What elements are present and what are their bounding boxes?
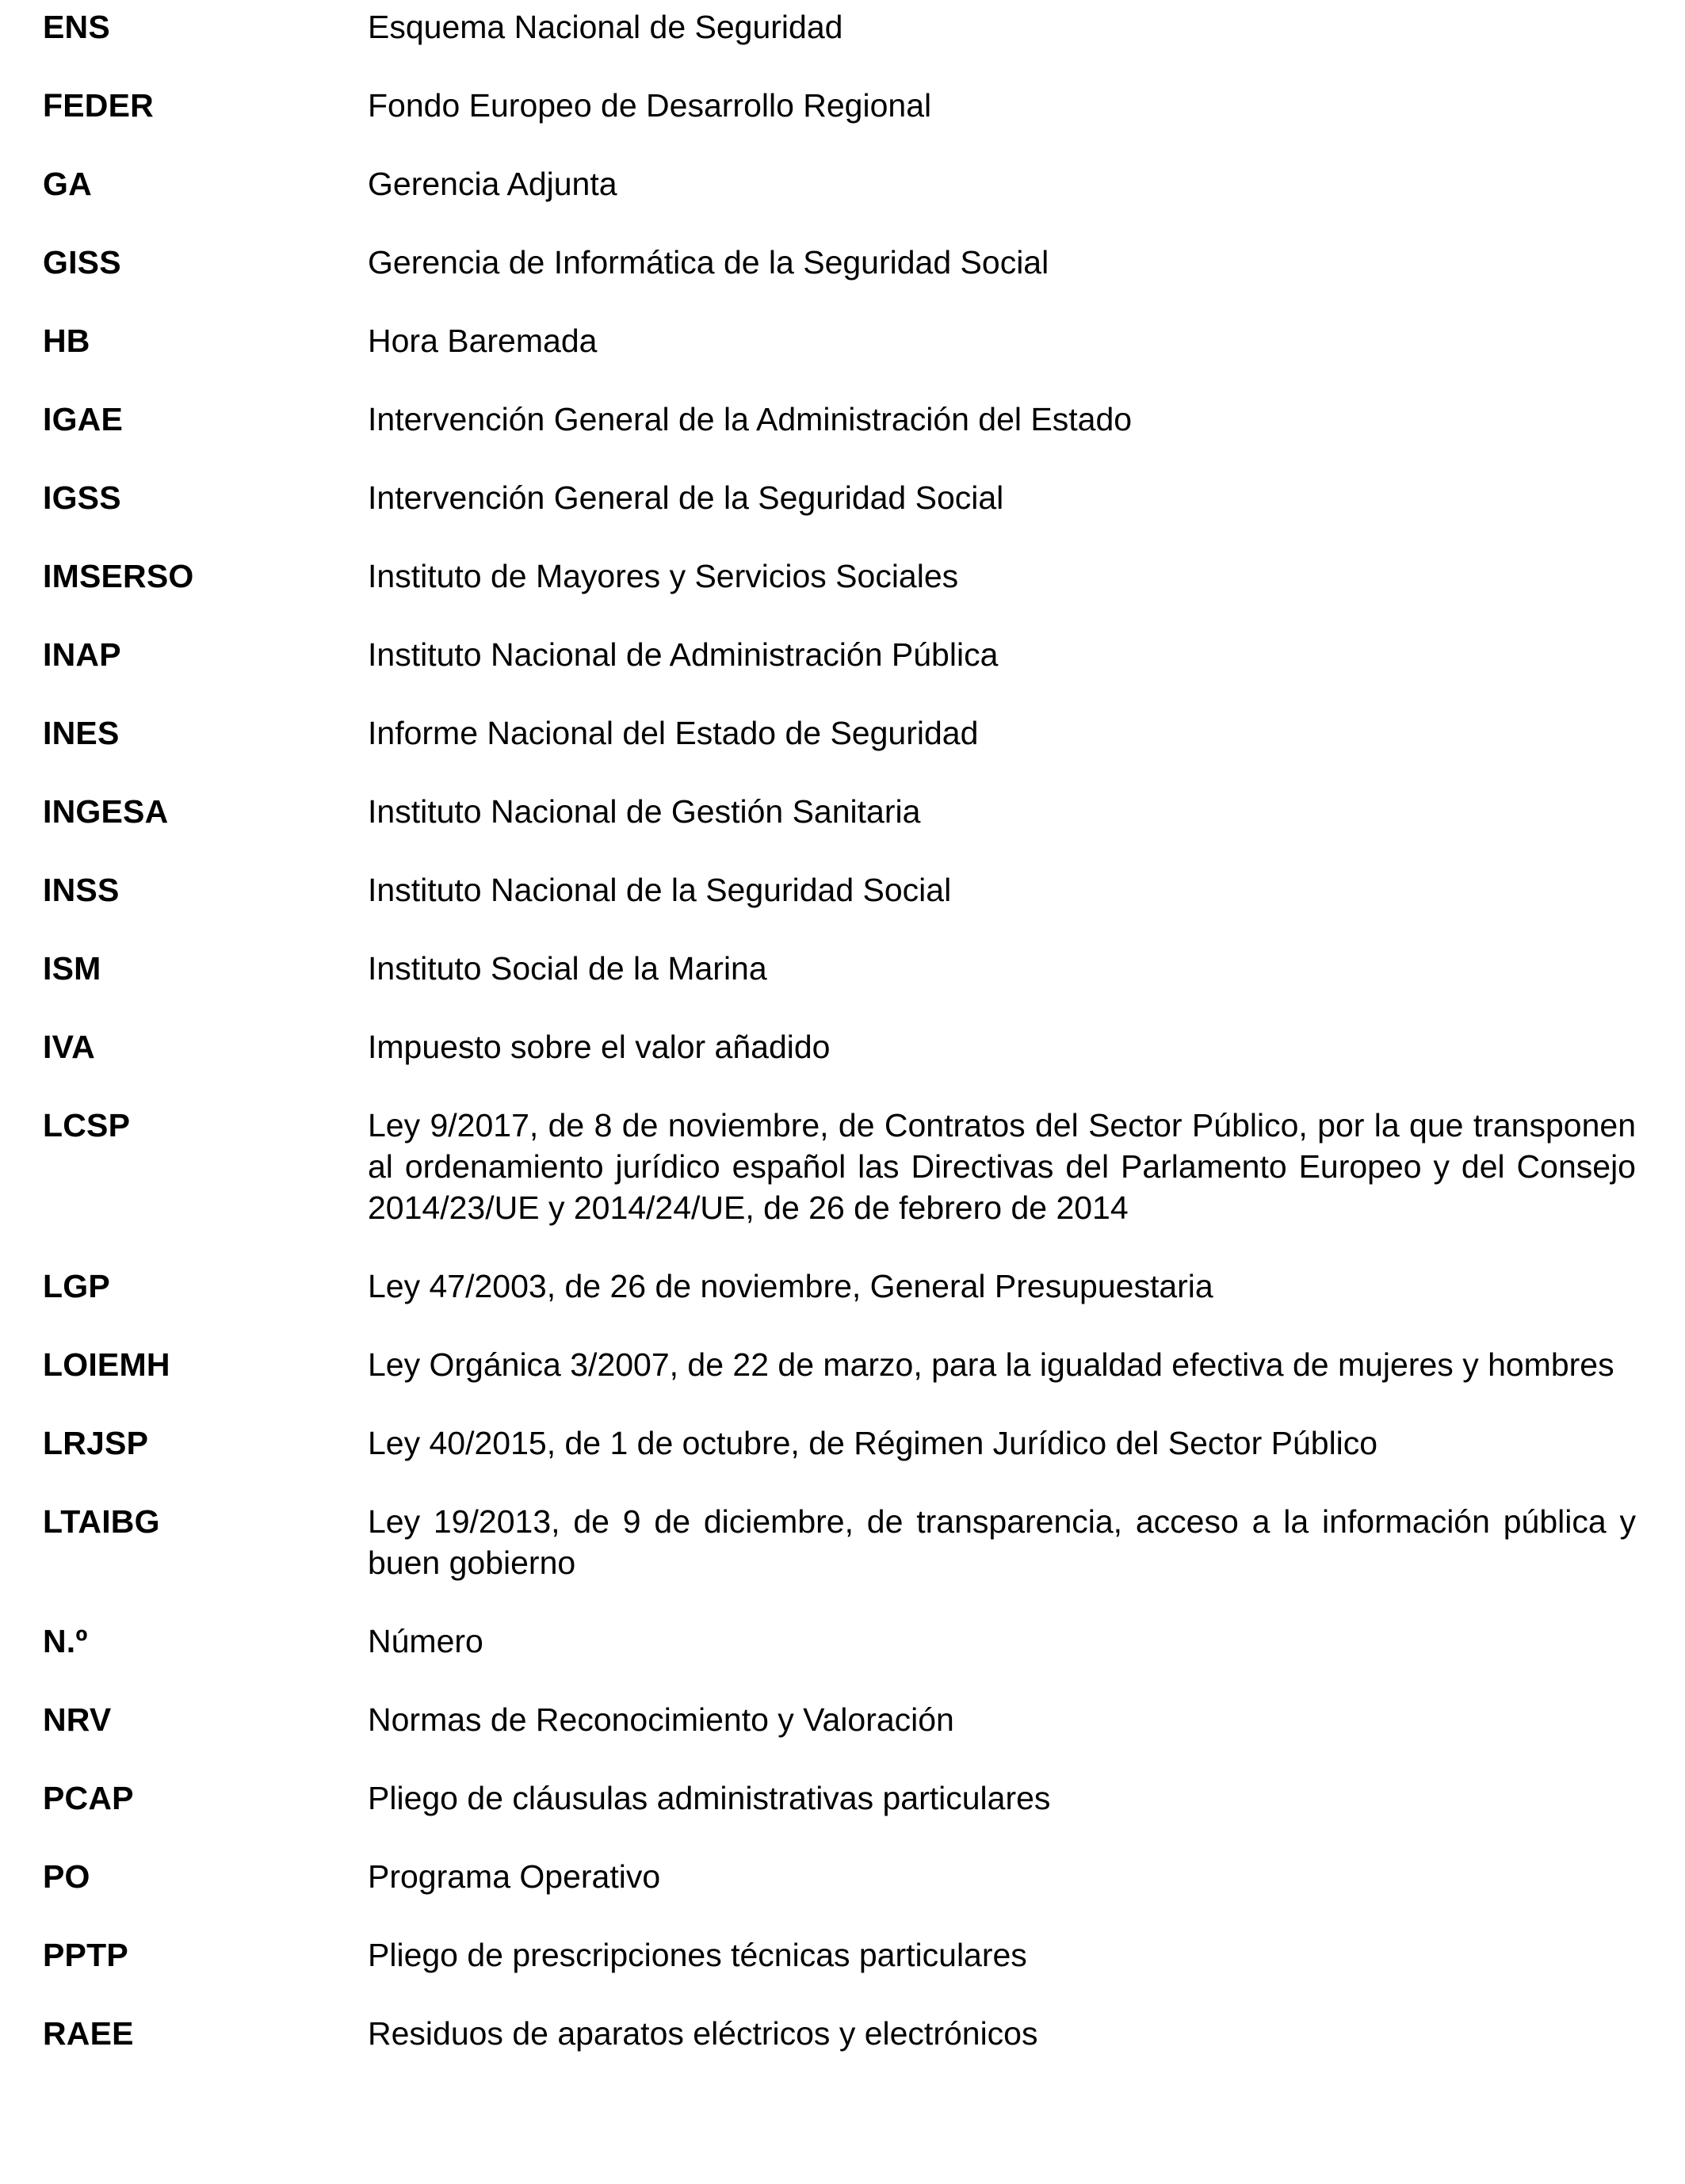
glossary-entry: [43, 85, 1636, 126]
abbreviation-meaning: Intervención General de la Administración del Estado: [368, 401, 1133, 437]
abbreviation: GISS: [43, 244, 121, 281]
glossary-entry: [43, 1621, 1636, 1662]
abbreviation-meaning: Instituto Nacional de la Seguridad Social: [368, 872, 952, 908]
abbreviation-meaning: Instituto Nacional de Administración Pública: [368, 636, 999, 673]
abbreviation: LGP: [43, 1268, 110, 1304]
glossary-entry: [43, 1344, 1636, 1385]
glossary-entry: [43, 1777, 1636, 1819]
abbreviation-meaning: Hora Baremada: [368, 323, 598, 359]
abbreviation-meaning: Instituto de Mayores y Servicios Sociales: [368, 558, 959, 594]
abbreviation-meaning: Gerencia Adjunta: [368, 166, 617, 202]
abbreviation-meaning: Ley 19/2013, de 9 de diciembre, de transparencia, acceso a la información pública y buen gobierno: [368, 1503, 1636, 1581]
abbreviation-meaning: Normas de Reconocimiento y Valoración: [368, 1701, 954, 1738]
abbreviation: HB: [43, 323, 90, 359]
abbreviation: LRJSP: [43, 1425, 149, 1461]
abbreviation: PPTP: [43, 1937, 128, 1973]
abbreviation-meaning: Esquema Nacional de Seguridad: [368, 9, 843, 45]
abbreviation-meaning: Gerencia de Informática de la Seguridad Social: [368, 244, 1049, 281]
abbreviation-meaning: Pliego de cláusulas administrativas particulares: [368, 1780, 1051, 1816]
abbreviation-meaning: Número: [368, 1623, 483, 1659]
abbreviation-meaning: Impuesto sobre el valor añadido: [368, 1029, 831, 1065]
glossary-entry: [43, 399, 1636, 440]
abbreviation: INES: [43, 715, 120, 751]
abbreviation-meaning: Ley 9/2017, de 8 de noviembre, de Contratos del Sector Público, por la que transponen al ordenamiento jurídico español las Directivas del Parlamento Europeo y del Consejo 2014/23/UE y 2014/24/UE, de 26 de febrero de 2014: [368, 1107, 1636, 1226]
glossary-entry: [43, 1422, 1636, 1464]
glossary-entry: [43, 477, 1636, 518]
glossary-entry: [43, 320, 1636, 361]
abbreviation-meaning: Pliego de prescripciones técnicas particulares: [368, 1937, 1027, 1973]
abbreviation-meaning: Instituto Nacional de Gestión Sanitaria: [368, 793, 921, 830]
abbreviation: IGSS: [43, 479, 121, 516]
glossary-entry: [43, 556, 1636, 597]
abbreviation: ENS: [43, 9, 110, 45]
abbreviation: IGAE: [43, 401, 124, 437]
abbreviation-meaning: Ley Orgánica 3/2007, de 22 de marzo, para la igualdad efectiva de mujeres y hombres: [368, 1346, 1614, 1383]
abbreviation: RAEE: [43, 2015, 134, 2052]
glossary-entry: [43, 242, 1636, 283]
glossary-entry: [43, 634, 1636, 675]
abbreviation: IMSERSO: [43, 558, 194, 594]
abbreviation-meaning: Informe Nacional del Estado de Seguridad: [368, 715, 979, 751]
glossary-entry: [43, 869, 1636, 911]
abbreviation: IVA: [43, 1029, 95, 1065]
glossary-entry: [43, 1856, 1636, 1897]
glossary-entry: [43, 948, 1636, 989]
abbreviation-meaning: Instituto Social de la Marina: [368, 950, 767, 987]
abbreviation: INSS: [43, 872, 120, 908]
abbreviation: INGESA: [43, 793, 169, 830]
glossary-entry: [43, 163, 1636, 204]
abbreviation-meaning: Fondo Europeo de Desarrollo Regional: [368, 87, 932, 124]
glossary-entry: [43, 1105, 1636, 1228]
abbreviation: PO: [43, 1858, 90, 1895]
glossary-entry: [43, 6, 1636, 48]
glossary-entry: [43, 1501, 1636, 1583]
abbreviation: NRV: [43, 1701, 112, 1738]
abbreviation: ISM: [43, 950, 101, 987]
glossary-entry: [43, 1699, 1636, 1740]
glossary-entry: [43, 2013, 1636, 2054]
glossary-entry: [43, 712, 1636, 754]
glossary-entry: [43, 1266, 1636, 1307]
abbreviation-meaning: Ley 47/2003, de 26 de noviembre, General Presupuestaria: [368, 1268, 1213, 1304]
glossary-entry: [43, 791, 1636, 832]
glossary-entry: [43, 1934, 1636, 1976]
abbreviation: N.º: [43, 1623, 88, 1659]
abbreviation: GA: [43, 166, 92, 202]
abbreviation: LCSP: [43, 1107, 131, 1144]
abbreviations-glossary: [43, 6, 1636, 2054]
abbreviation-meaning: Residuos de aparatos eléctricos y electrónicos: [368, 2015, 1038, 2052]
abbreviation: PCAP: [43, 1780, 134, 1816]
abbreviation: INAP: [43, 636, 121, 673]
abbreviation: LOIEMH: [43, 1346, 170, 1383]
abbreviation: LTAIBG: [43, 1503, 160, 1540]
glossary-entry: [43, 1026, 1636, 1067]
abbreviation-meaning: Intervención General de la Seguridad Social: [368, 479, 1004, 516]
abbreviation: FEDER: [43, 87, 154, 124]
abbreviation-meaning: Ley 40/2015, de 1 de octubre, de Régimen Jurídico del Sector Público: [368, 1425, 1378, 1461]
abbreviation-meaning: Programa Operativo: [368, 1858, 661, 1895]
